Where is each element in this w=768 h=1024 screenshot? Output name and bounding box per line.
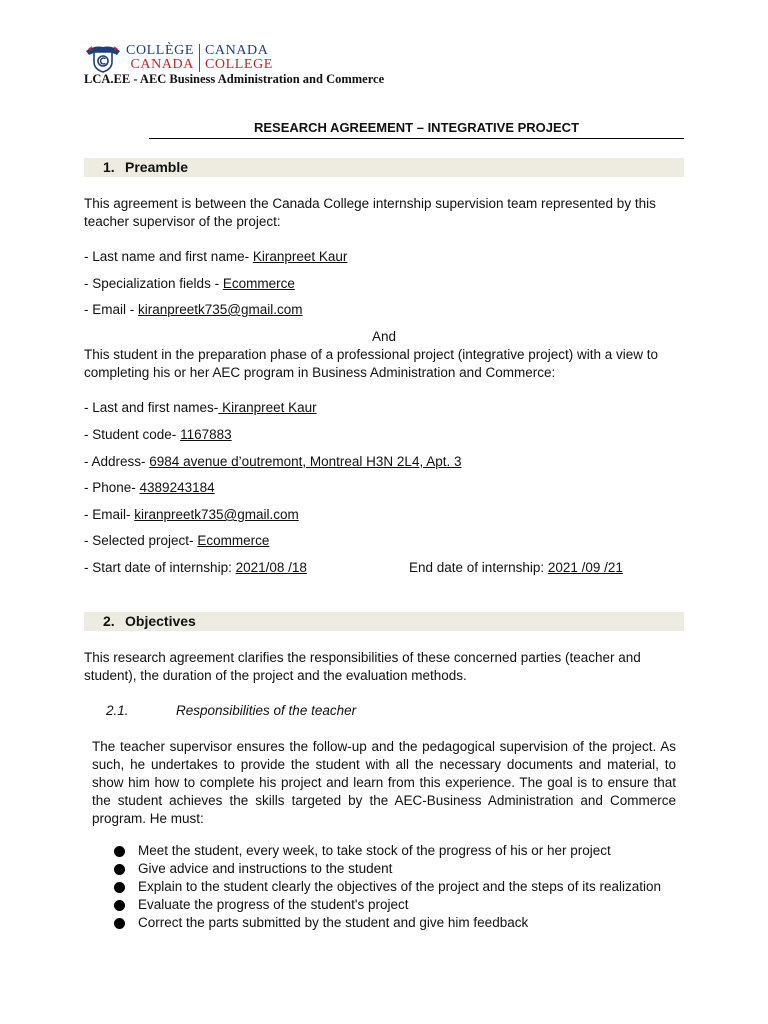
student-email-link[interactable]: kiranpreetk735@gmail.com	[134, 507, 299, 522]
logo-college-en: COLLEGE	[204, 57, 273, 72]
list-item: Meet the student, every week, to take stock of the progress of his or her project	[114, 842, 676, 860]
subsection-number: 2.1.	[106, 703, 129, 718]
end-date-line	[409, 559, 623, 577]
start-date: 2021/08 /18	[235, 560, 307, 575]
teacher-specialization: Ecommerce	[222, 276, 295, 291]
logo-divider	[199, 44, 200, 72]
start-date-line	[84, 559, 307, 577]
phone-line	[84, 479, 215, 497]
field-label: - Specialization fields -	[84, 276, 223, 291]
section-number: 2.	[103, 613, 115, 629]
field-label: - Phone-	[84, 480, 140, 495]
student-phone: 4389243184	[139, 480, 215, 495]
teacher-email-line	[84, 301, 303, 319]
and-separator: And	[371, 329, 397, 344]
logo-college-fr: COLLÈGE	[126, 43, 194, 58]
student-address: 6984 avenue d’outremont, Montreal H3N 2L4, Apt. 3	[149, 454, 462, 469]
field-label: - Last and first names-	[84, 400, 219, 415]
field-label: - Last name and first name-	[84, 249, 253, 264]
document-title: RESEARCH AGREEMENT – INTEGRATIVE PROJECT	[149, 120, 684, 139]
subsection-title: Responsibilities of the teacher	[176, 703, 357, 718]
field-label: - Address-	[84, 454, 150, 469]
teacher-email-link[interactable]: kiranpreetk735@gmail.com	[138, 302, 303, 317]
list-item: Explain to the student clearly the objectives of the project and the steps of its realization	[114, 878, 676, 896]
field-label: - Selected project-	[84, 533, 198, 548]
student-intro: This student in the preparation phase of a professional project (integrative project) with a view to completing his or her AEC program in Business Administration and Commerce:	[84, 347, 659, 380]
objectives-intro: This research agreement clarifies the responsibilities of these concerned parties (teacher and student), the duration of the project and the evaluation methods.	[84, 650, 641, 683]
student-name-line	[84, 399, 317, 417]
program-name: LCA.EE - AEC Business Administration and Commerce	[84, 72, 385, 86]
student-code-line	[84, 426, 232, 444]
selected-project: Ecommerce	[197, 533, 270, 548]
preamble-intro: This agreement is between the Canada College internship supervision team represented by this teacher supervisor of the project:	[84, 196, 656, 229]
teacher-name-line	[84, 248, 347, 266]
field-label: - Student code-	[84, 427, 181, 442]
bullet-icon	[114, 900, 125, 911]
list-item: Give advice and instructions to the student	[114, 860, 676, 878]
bullet-icon	[114, 918, 125, 929]
teacher-responsibilities-text: The teacher supervisor ensures the follow-up and the pedagogical supervision of the project. As such, he undertakes to provide the student with all the necessary documents and material, to show him how to complete his project and learn from this experience. The goal is to ensure that the student achieves the skills targeted by the AEC-Business Administration and Commerce program. He must:	[92, 739, 676, 826]
section-number: 1.	[103, 159, 115, 175]
field-label: - Email -	[84, 302, 138, 317]
logo-canada-en: CANADA	[204, 43, 269, 58]
student-name: Kiranpreet Kaur	[218, 400, 317, 415]
bullet-icon	[114, 864, 125, 875]
teacher-name: Kiranpreet Kaur	[252, 249, 348, 264]
section-heading-preamble	[84, 158, 684, 177]
address-line	[84, 453, 461, 471]
bullet-icon	[114, 882, 125, 893]
college-logo	[84, 42, 299, 74]
field-label: End date of internship:	[409, 560, 548, 575]
section-label: Preamble	[125, 159, 189, 175]
teacher-spec-line	[84, 275, 295, 293]
field-label: - Start date of internship:	[84, 560, 236, 575]
project-line	[84, 532, 269, 550]
responsibilities-list	[114, 842, 676, 932]
crest-icon	[84, 43, 122, 73]
end-date: 2021 /09 /21	[547, 560, 623, 575]
bullet-icon	[114, 846, 125, 857]
subsection-heading	[106, 702, 506, 720]
section-label: Objectives	[125, 613, 196, 629]
list-item: Evaluate the progress of the student's project	[114, 896, 676, 914]
field-label: - Email-	[84, 507, 135, 522]
student-email-line	[84, 506, 299, 524]
section-heading-objectives	[84, 612, 684, 631]
student-code: 1167883	[180, 427, 232, 442]
logo-canada-fr: CANADA	[130, 57, 194, 72]
list-item: Correct the parts submitted by the student and give him feedback	[114, 914, 676, 932]
